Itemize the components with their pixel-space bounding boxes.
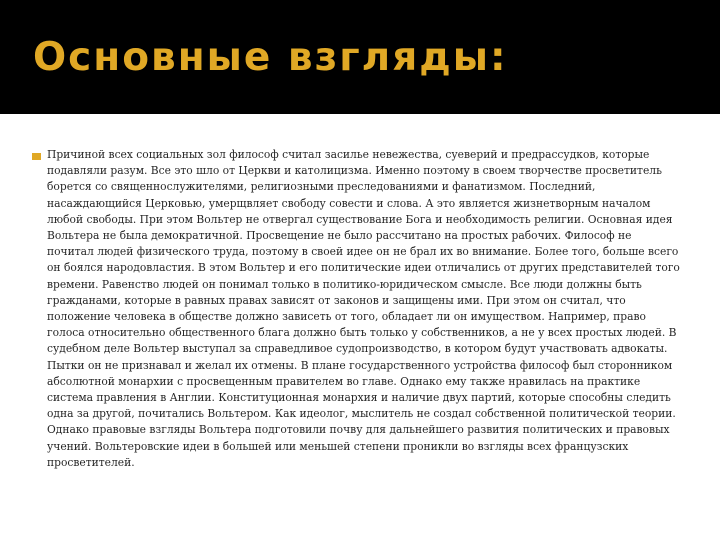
content-area: [32, 147, 684, 471]
title-band: [0, 0, 720, 114]
slide-title: Основные взгляды:: [33, 35, 508, 80]
square-bullet-icon: [32, 153, 41, 160]
bullet-text: Причиной всех социальных зол философ считал засилье невежества, суеверий и предрассудков, которые подавляли разум. Все это шло от Церкви и католицизма. Именно поэтому в своем творчестве просветитель борется со священнослужителями, религиозными преследованиями и фанатизмом. Последний, насаждающийся Церковью, умерщвляет свободу совести и слова. А это является жизнетворным началом любой свободы. При этом Вольтер не отвергал существование Бога и необходимость религии. Основная идея Вольтера не была демократичной. Просвещение не было рассчитано на простых рабочих. Философ не почитал людей физического труда, поэтому в своей идее он не брал их во внимание. Более того, больше всего он боялся народовластия. В этом Вольтер и его политические идеи отличались от других представителей того времени. Равенство людей он понимал только в политико-юридическом смысле. Все люди должны быть гражданами, которые в равных правах зависят от законов и защищены ими. При этом он считал, что положение человека в обществе должно зависеть от того, обладает ли он имуществом. Например, право голоса относительно общественного блага должно быть только у собственников, а не у всех простых людей. В судебном деле Вольтер выступал за справедливое судопроизводство, в котором будут участвовать адвокаты. Пытки он не признавал и желал их отмены. В плане государственного устройства философ был сторонником абсолютной монархии с просвещенным правителем во главе. Однако ему также нравилась на практике система правления в Англии. Конституционная монархия и наличие двух партий, которые способны следить одна за другой, почитались Вольтером. Как идеолог, мыслитель не создал собственной политической теории. Однако правовые взгляды Вольтера подготовили почву для дальнейшего развития политических и правовых учений. Вольтеровские идеи в большей или меньшей степени проникли во взгляды всех французских просветителей.: [47, 148, 680, 469]
